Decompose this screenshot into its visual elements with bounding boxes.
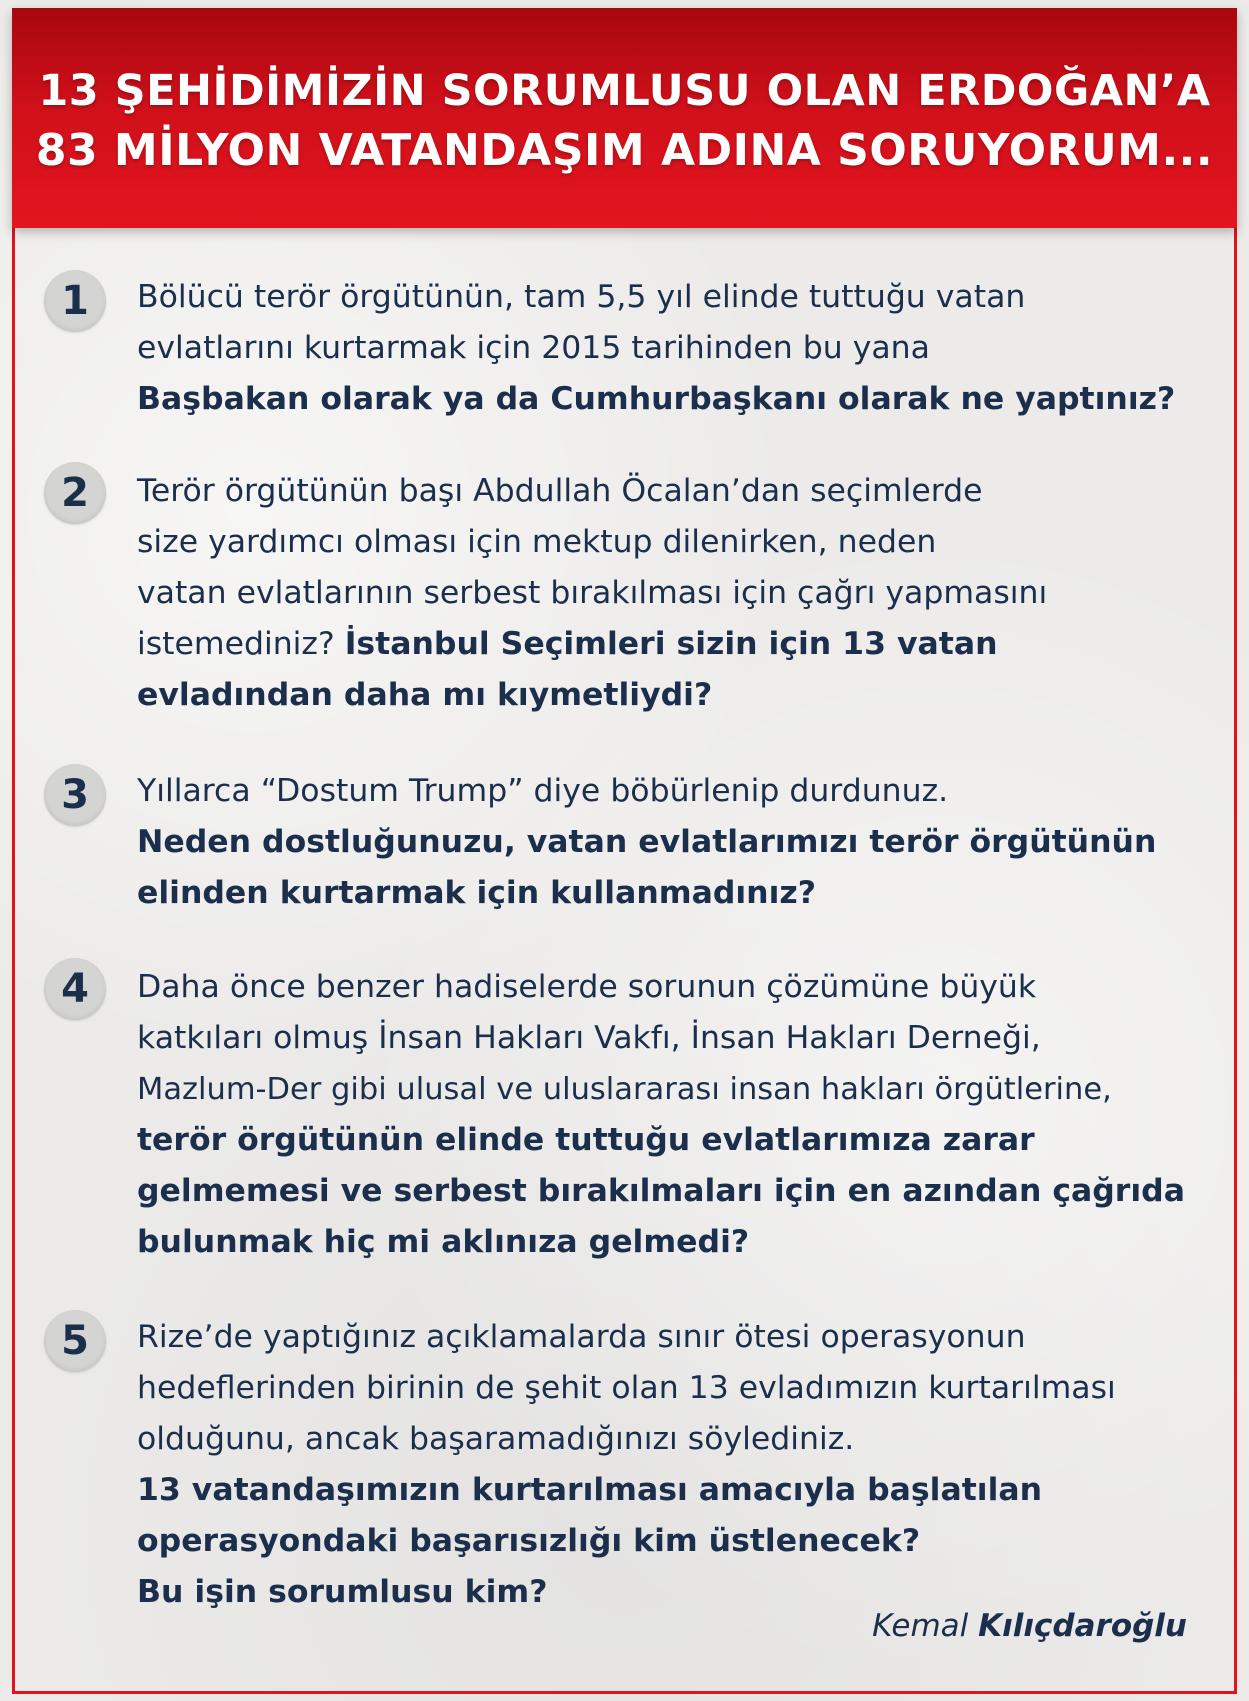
question-text (137, 766, 1227, 919)
question-text (137, 272, 1227, 425)
number-badge (44, 1310, 106, 1372)
bold-question-line: 13 vatandaşımızın kurtarılması amacıyla başlatılan (137, 1472, 1043, 1508)
text-line: olduğunu, ancak başaramadığınızı söylediniz. (137, 1421, 855, 1457)
bold-question-line: operasyondaki başarısızlığı kim üstlenecek? (137, 1523, 921, 1559)
text-line: Yıllarca “Dostum Trump” diye böbürlenip durdunuz. (137, 773, 949, 809)
text-line: Bölücü terör örgütünün, tam 5,5 yıl elinde tuttuğu vatan (137, 279, 1026, 315)
number-label: 1 (61, 278, 89, 324)
question-text (137, 466, 1227, 721)
mixed-line (137, 619, 1227, 670)
number-label: 4 (61, 966, 89, 1012)
text-line: katkıları olmuş İnsan Hakları Vakfı, İnsan Hakları Derneği, (137, 1020, 1041, 1056)
text-line: vatan evlatlarının serbest bırakılması için çağrı yapmasını (137, 575, 1048, 611)
bold-question-line: evladından daha mı kıymetliydi? (137, 677, 713, 713)
headline-line-1: 13 ŞEHİDİMİZİN SORUMLUSU OLAN ERDOĞAN’A (38, 66, 1211, 116)
text-line: Rize’de yaptığınız açıklamalarda sınır ötesi operasyonun (137, 1319, 1026, 1355)
number-badge (44, 462, 106, 524)
number-label: 3 (61, 772, 89, 818)
bold-question-line: bulunmak hiç mi aklınıza gelmedi? (137, 1224, 750, 1260)
text-line: size yardımcı olması için mektup dilenirken, neden (137, 524, 937, 560)
headline-banner (12, 8, 1237, 228)
bold-question-line: Bu işin sorumlusu kim? (137, 1574, 548, 1610)
number-badge (44, 270, 106, 332)
question-text (137, 962, 1227, 1268)
number-label: 2 (61, 470, 89, 516)
number-badge (44, 958, 106, 1020)
text-line: evlatlarını kurtarmak için 2015 tarihinden bu yana (137, 330, 930, 366)
question-text (137, 1312, 1227, 1618)
text-line: Mazlum-Der gibi ulusal ve uluslararası insan hakları örgütlerine, (137, 1072, 1112, 1107)
bold-question-line: gelmemesi ve serbest bırakılmaları için en azından çağrıda (137, 1173, 1185, 1209)
signature (872, 1608, 1187, 1644)
signature-last-name: Kılıçdaroğlu (978, 1608, 1187, 1644)
text-line: hedeflerinden birinin de şehit olan 13 evladımızın kurtarılması (137, 1370, 1116, 1406)
signature-first-name: Kemal (872, 1608, 979, 1644)
number-label: 5 (61, 1318, 89, 1364)
bold-question-line: elinden kurtarmak için kullanmadınız? (137, 875, 817, 911)
text-line: Terör örgütünün başı Abdullah Öcalan’dan seçimlerde (137, 473, 983, 509)
bold-fragment: İstanbul Seçimleri sizin için 13 vatan (344, 626, 998, 662)
headline-line-2: 83 MİLYON VATANDAŞIM ADINA SORUYORUM... (35, 125, 1214, 176)
bold-question-line: terör örgütünün elinde tuttuğu evlatlarımıza zarar (137, 1122, 1035, 1158)
text-fragment: istemediniz? (137, 626, 345, 662)
text-line: Daha önce benzer hadiselerde sorunun çözümüne büyük (137, 969, 1037, 1005)
bold-question-line: Neden dostluğunuzu, vatan evlatlarımızı terör örgütünün (137, 824, 1157, 860)
bold-question-line: Başbakan olarak ya da Cumhurbaşkanı olarak ne yaptınız? (137, 381, 1176, 417)
number-badge (44, 764, 106, 826)
